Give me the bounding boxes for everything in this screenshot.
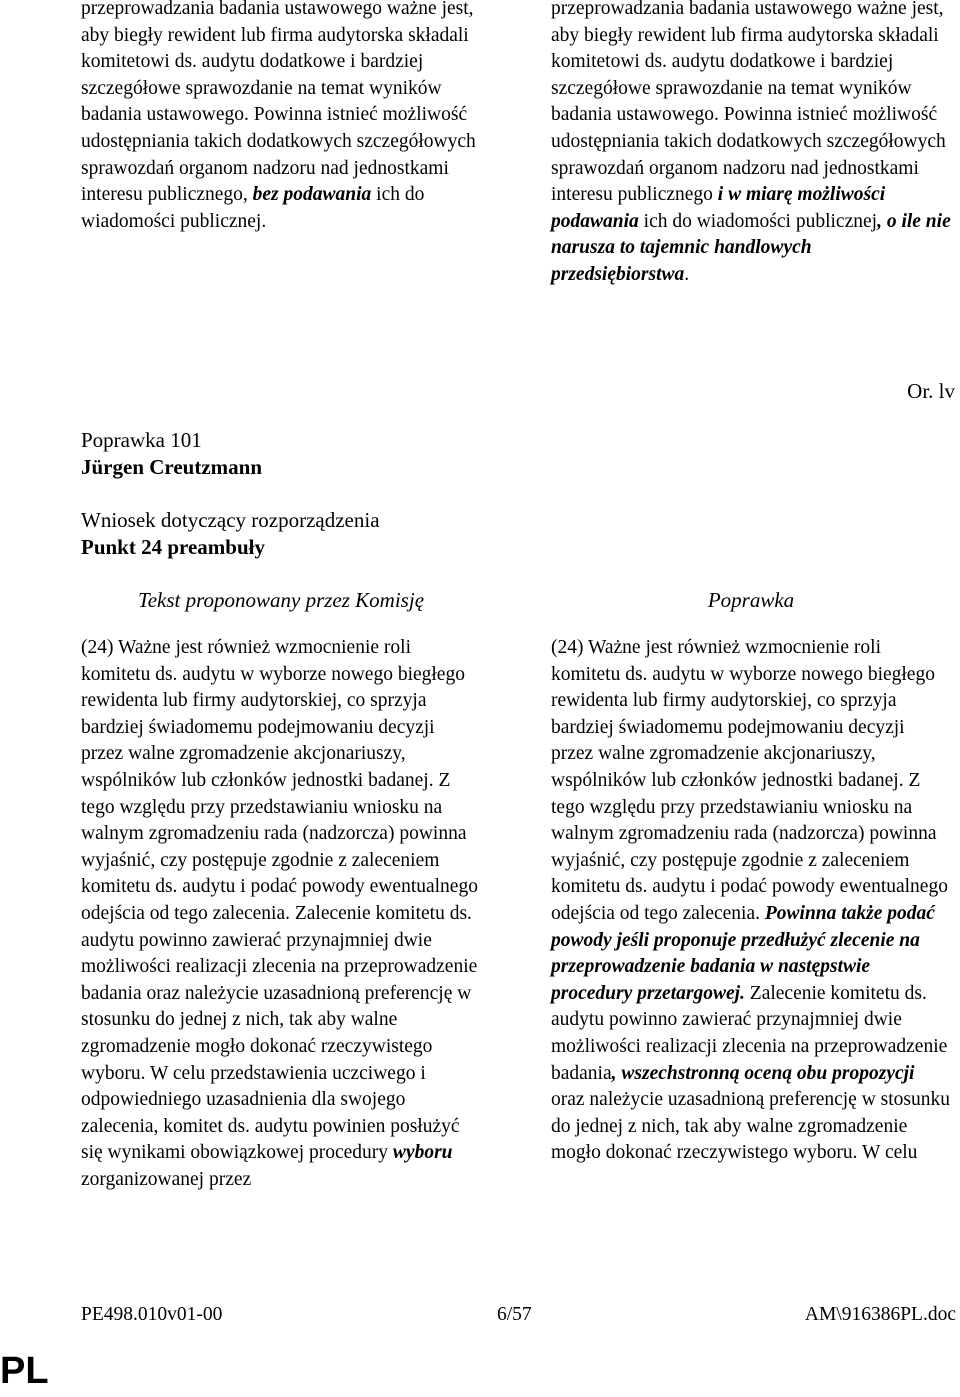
proposal-header	[81, 507, 380, 561]
prev-text-commission	[81, 0, 481, 235]
amendment-text	[551, 635, 951, 1167]
commission-text	[81, 635, 481, 1193]
prev-text-amendment	[551, 0, 951, 289]
amendment-author: Jürgen Creutzmann	[81, 455, 263, 479]
proposal-point: Punkt 24 preambuły	[81, 535, 265, 559]
column-header-commission: Tekst proponowany przez Komisję	[137, 588, 425, 612]
amendment-emphasis-2: , wszechstronną oceną obu propozycji	[611, 1062, 915, 1084]
proposal-title: Wniosek dotyczący rozporządzenia	[81, 508, 380, 532]
commission-emphasis-1: wyboru	[392, 1142, 453, 1164]
prev-right-text-1: przeprowadzania badania ustawowego ważne jest, aby biegły rewident lub firma audytorska składali komitetowi ds. audytu dodatkowe i bardziej szczegółowe sprawozdanie na temat wyników badania ustawowego. Powinna istnieć możliwość udostępniania takich dodatkowych szczegółowych sprawozdań organom nadzoru nad jednostkami interesu publicznego	[551, 0, 946, 206]
prev-left-emphasis-1: bez podawania	[252, 184, 372, 206]
footer-doc-ref: PE498.010v01-00	[81, 1304, 223, 1325]
original-language-note: Or. lv	[907, 379, 955, 403]
commission-text-1: (24) Ważne jest również wzmocnienie roli komitetu ds. audytu w wyborze nowego biegłego rewidenta lub firmy audytorskiej, co sprzyja bardziej świadomemu podejmowaniu decyzji przez walne zgromadzenie akcjonariuszy, wspólników lub członków jednostki badanej. Z tego względu przy przedstawianiu wniosku na walnym zgromadzeniu rada (nadzorcza) powinna wyjaśnić, czy postępuje zgodnie z zaleceniem komitetu ds. audytu i podać powody ewentualnego odejścia od tego zalecenia. Zalecenie komitetu ds. audytu powinno zawierać przynajmniej dwie możliwości realizacji zlecenia na przeprowadzenie badania oraz należycie uzasadnioną preferencję w stosunku do jednej z nich, tak aby walne zgromadzenie mogło dokonać rzeczywistego wyboru. W celu przedstawienia uczciwego i odpowiedniego uzasadnienia dla swojego zalecenia, komitet ds. audytu powinien posłużyć się wynikami obowiązkowej procedury	[81, 637, 478, 1164]
prev-left-text-2: ich do wiadomości publicznej.	[81, 184, 425, 232]
amendment-emphasis-1: Powinna także podać powody jeśli proponuje przedłużyć zlecenie na przeprowadzenie badania w następstwie procedury przetargowej.	[551, 902, 935, 1004]
prev-right-text-2: ich do wiadomości publicznej	[638, 210, 878, 232]
language-code: PL	[0, 1350, 49, 1392]
prev-right-emphasis-1: i w miarę możliwości podawania	[551, 184, 886, 232]
commission-text-2: zorganizowanej przez	[81, 1168, 252, 1190]
prev-right-emphasis-2: , o ile nie narusza to tajemnic handlowych przedsiębiorstwa	[551, 210, 951, 285]
prev-right-text-3: .	[684, 263, 690, 285]
amendment-text-3: oraz należycie uzasadnioną preferencję w stosunku do jednej z nich, tak aby walne zgromadzenie mogło dokonać rzeczywistego wyboru. W celu	[551, 1089, 951, 1164]
amendment-number: Poprawka 101	[81, 428, 202, 452]
amendment-text-1: (24) Ważne jest również wzmocnienie roli komitetu ds. audytu w wyborze nowego biegłego rewidenta lub firmy audytorskiej, co sprzyja bardziej świadomemu podejmowaniu decyzji przez walne zgromadzenie akcjonariuszy, wspólników lub członków jednostki badanej. Z tego względu przy przedstawianiu wniosku na walnym zgromadzeniu rada (nadzorcza) powinna wyjaśnić, czy postępuje zgodnie z zaleceniem komitetu ds. audytu i podać powody ewentualnego odejścia od tego zalecenia.	[551, 637, 948, 924]
footer-page-number: 6/57	[497, 1304, 532, 1325]
column-header-amendment: Poprawka	[707, 588, 795, 612]
footer-file-name: AM\916386PL.doc	[804, 1304, 956, 1325]
amendment-header	[81, 427, 262, 481]
prev-left-text-1: przeprowadzania badania ustawowego ważne jest, aby biegły rewident lub firma audytorska składali komitetowi ds. audytu dodatkowe i bardziej szczegółowe sprawozdanie na temat wyników badania ustawowego. Powinna istnieć możliwość udostępniania takich dodatkowych szczegółowych sprawozdań organom nadzoru nad jednostkami interesu publicznego,	[81, 0, 476, 206]
amendment-text-2: Zalecenie komitetu ds. audytu powinno zawierać przynajmniej dwie możliwości realizacji zlecenia na przeprowadzenie badania	[551, 982, 948, 1084]
